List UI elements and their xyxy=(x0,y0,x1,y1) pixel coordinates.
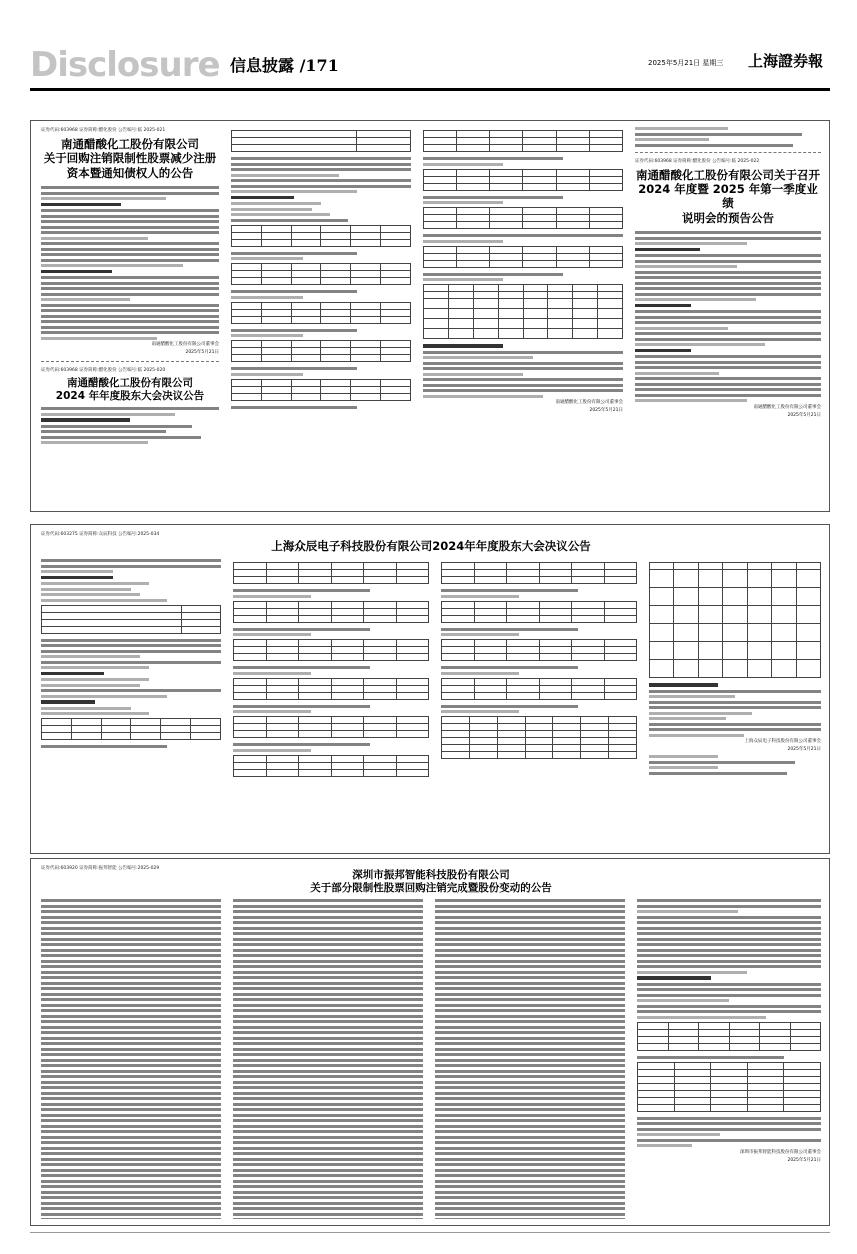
title-line: 南通醋酸化工股份有限公司 xyxy=(67,377,193,390)
notice-signature: 南通醋酸化工股份有限公司董事会 xyxy=(555,400,623,405)
notice-date: 2025年5月21日 xyxy=(787,412,821,418)
notice-meta: 证券代码:603920 证券简称:振邦智能 公告编号:2025-029 xyxy=(41,866,160,871)
notice-signature: 南通醋酸化工股份有限公司董事会 xyxy=(753,404,821,410)
column-2 xyxy=(231,127,411,505)
column-3 xyxy=(441,559,637,847)
column-1 xyxy=(41,127,219,505)
notice-signature: 上海众辰电子科技股份有限公司董事会 xyxy=(744,739,821,744)
column-4 xyxy=(649,559,821,847)
column-3 xyxy=(435,899,625,1219)
notice-title xyxy=(635,168,821,226)
column-4 xyxy=(637,899,821,1219)
section-title: 信息披露 /171 xyxy=(230,56,339,75)
notice-title xyxy=(41,377,219,403)
title-line: 关于部分限制性股票回购注销完成暨股份变动的公告 xyxy=(310,882,552,895)
column-2 xyxy=(233,899,423,1219)
notice-signature: 南通醋酸化工股份有限公司董事会 xyxy=(151,342,219,348)
title-line: 深圳市振邦智能科技股份有限公司 xyxy=(352,869,510,881)
masthead-rule xyxy=(30,88,830,91)
announcement-block-zhenbang xyxy=(30,858,830,1226)
column-1 xyxy=(41,559,221,847)
title-line: 说明会的预告公告 xyxy=(682,210,774,225)
masthead xyxy=(30,44,830,86)
notice-meta: 证券代码:603968 证券简称:醋化股份 公告编号:临 2025-020 xyxy=(41,368,166,374)
notice-meta: 证券代码:603968 证券简称:醋化股份 公告编号:临 2025-022 xyxy=(635,158,760,164)
title-line: 南通醋酸化工股份有限公司关于召开 xyxy=(636,167,820,182)
announcement-block-nantong xyxy=(30,120,830,512)
announcement-block-zhongchen xyxy=(30,524,830,854)
brand-logo: Disclosure xyxy=(30,45,220,85)
title-line: 南通醋酸化工股份有限公司 xyxy=(61,137,199,151)
column-4 xyxy=(635,127,821,505)
notice-title xyxy=(31,869,830,895)
issue-date: 2025年5月21日 星期三 xyxy=(648,59,724,67)
notice-title: 上海众辰电子科技股份有限公司2024年年度股东大会决议公告 xyxy=(271,539,591,553)
column-3 xyxy=(423,127,623,505)
title-line: 2024 年年度股东大会决议公告 xyxy=(55,390,205,403)
page-bottom-rule xyxy=(30,1232,830,1233)
notice-title xyxy=(41,137,219,180)
notice-date: 2025年5月21日 xyxy=(185,350,219,356)
notice-date: 2025年5月21日 xyxy=(787,1157,821,1163)
title-line: 关于回购注销限制性股票减少注册 xyxy=(43,151,217,166)
notice-signature: 深圳市振邦智能科技股份有限公司董事会 xyxy=(740,1149,821,1155)
column-2 xyxy=(233,559,429,847)
notice-date: 2025年5月21日 xyxy=(787,747,821,752)
column-1 xyxy=(41,899,221,1219)
notice-date: 2025年5月21日 xyxy=(589,408,623,413)
title-line: 2024 年度暨 2025 年第一季度业绩 xyxy=(638,181,818,211)
notice-meta: 证券代码:603275 证券简称:众辰科技 公告编号:2025-034 xyxy=(41,532,160,537)
notice-meta: 证券代码:603968 证券简称:醋化股份 公告编号:临 2025-021 xyxy=(41,128,166,133)
title-line: 资本暨通知债权人的公告 xyxy=(66,165,194,180)
newspaper-name: 上海證券報 xyxy=(748,52,824,70)
